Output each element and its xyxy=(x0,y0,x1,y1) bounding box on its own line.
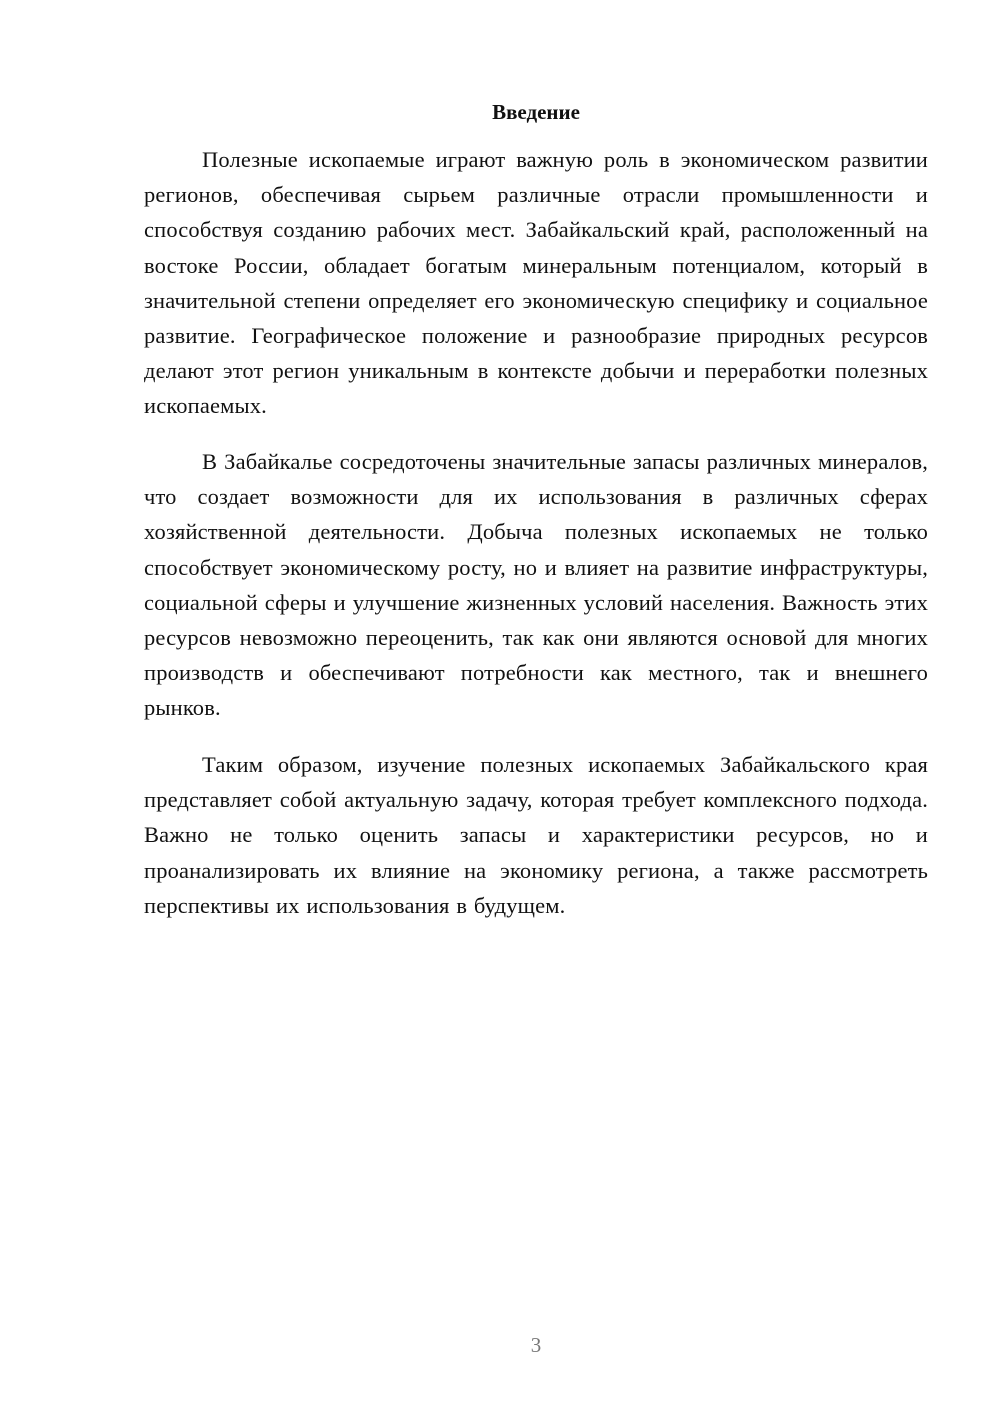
paragraph-2: В Забайкалье сосредоточены значительные запасы различных минералов, что создает возможности для их использования в различных сферах хозяйственной деятельности. Добыча полезных ископаемых не только способствует экономическому росту, но и влияет на развитие инфраструктуры, социальной сферы и улучшение жизненных условий населения. Важность этих ресурсов невозможно переоценить, так как они являются основой для многих производств и обеспечивают потребности как местного, так и внешнего рынков. xyxy=(144,449,928,721)
page-number: 3 xyxy=(530,1333,542,1357)
section-heading: Введение xyxy=(492,100,580,124)
paragraph-1: Полезные ископаемые играют важную роль в экономическом развитии регионов, обеспечивая сырьем различные отрасли промышленности и способствуя созданию рабочих мест. Забайкальский край, расположенный на востоке России, обладает богатым минеральным потенциалом, который в значительной степени определяет его экономическую специфику и социальное развитие. Географическое положение и разнообразие природных ресурсов делают этот регион уникальным в контексте добычи и переработки полезных ископаемых. xyxy=(144,147,928,419)
paragraph-3: Таким образом, изучение полезных ископаемых Забайкальского края представляет собой актуальную задачу, которая требует комплексного подхода. Важно не только оценить запасы и характеристики ресурсов, но и проанализировать их влияние на экономику региона, а также рассмотреть перспективы их использования в будущем. xyxy=(144,752,928,918)
